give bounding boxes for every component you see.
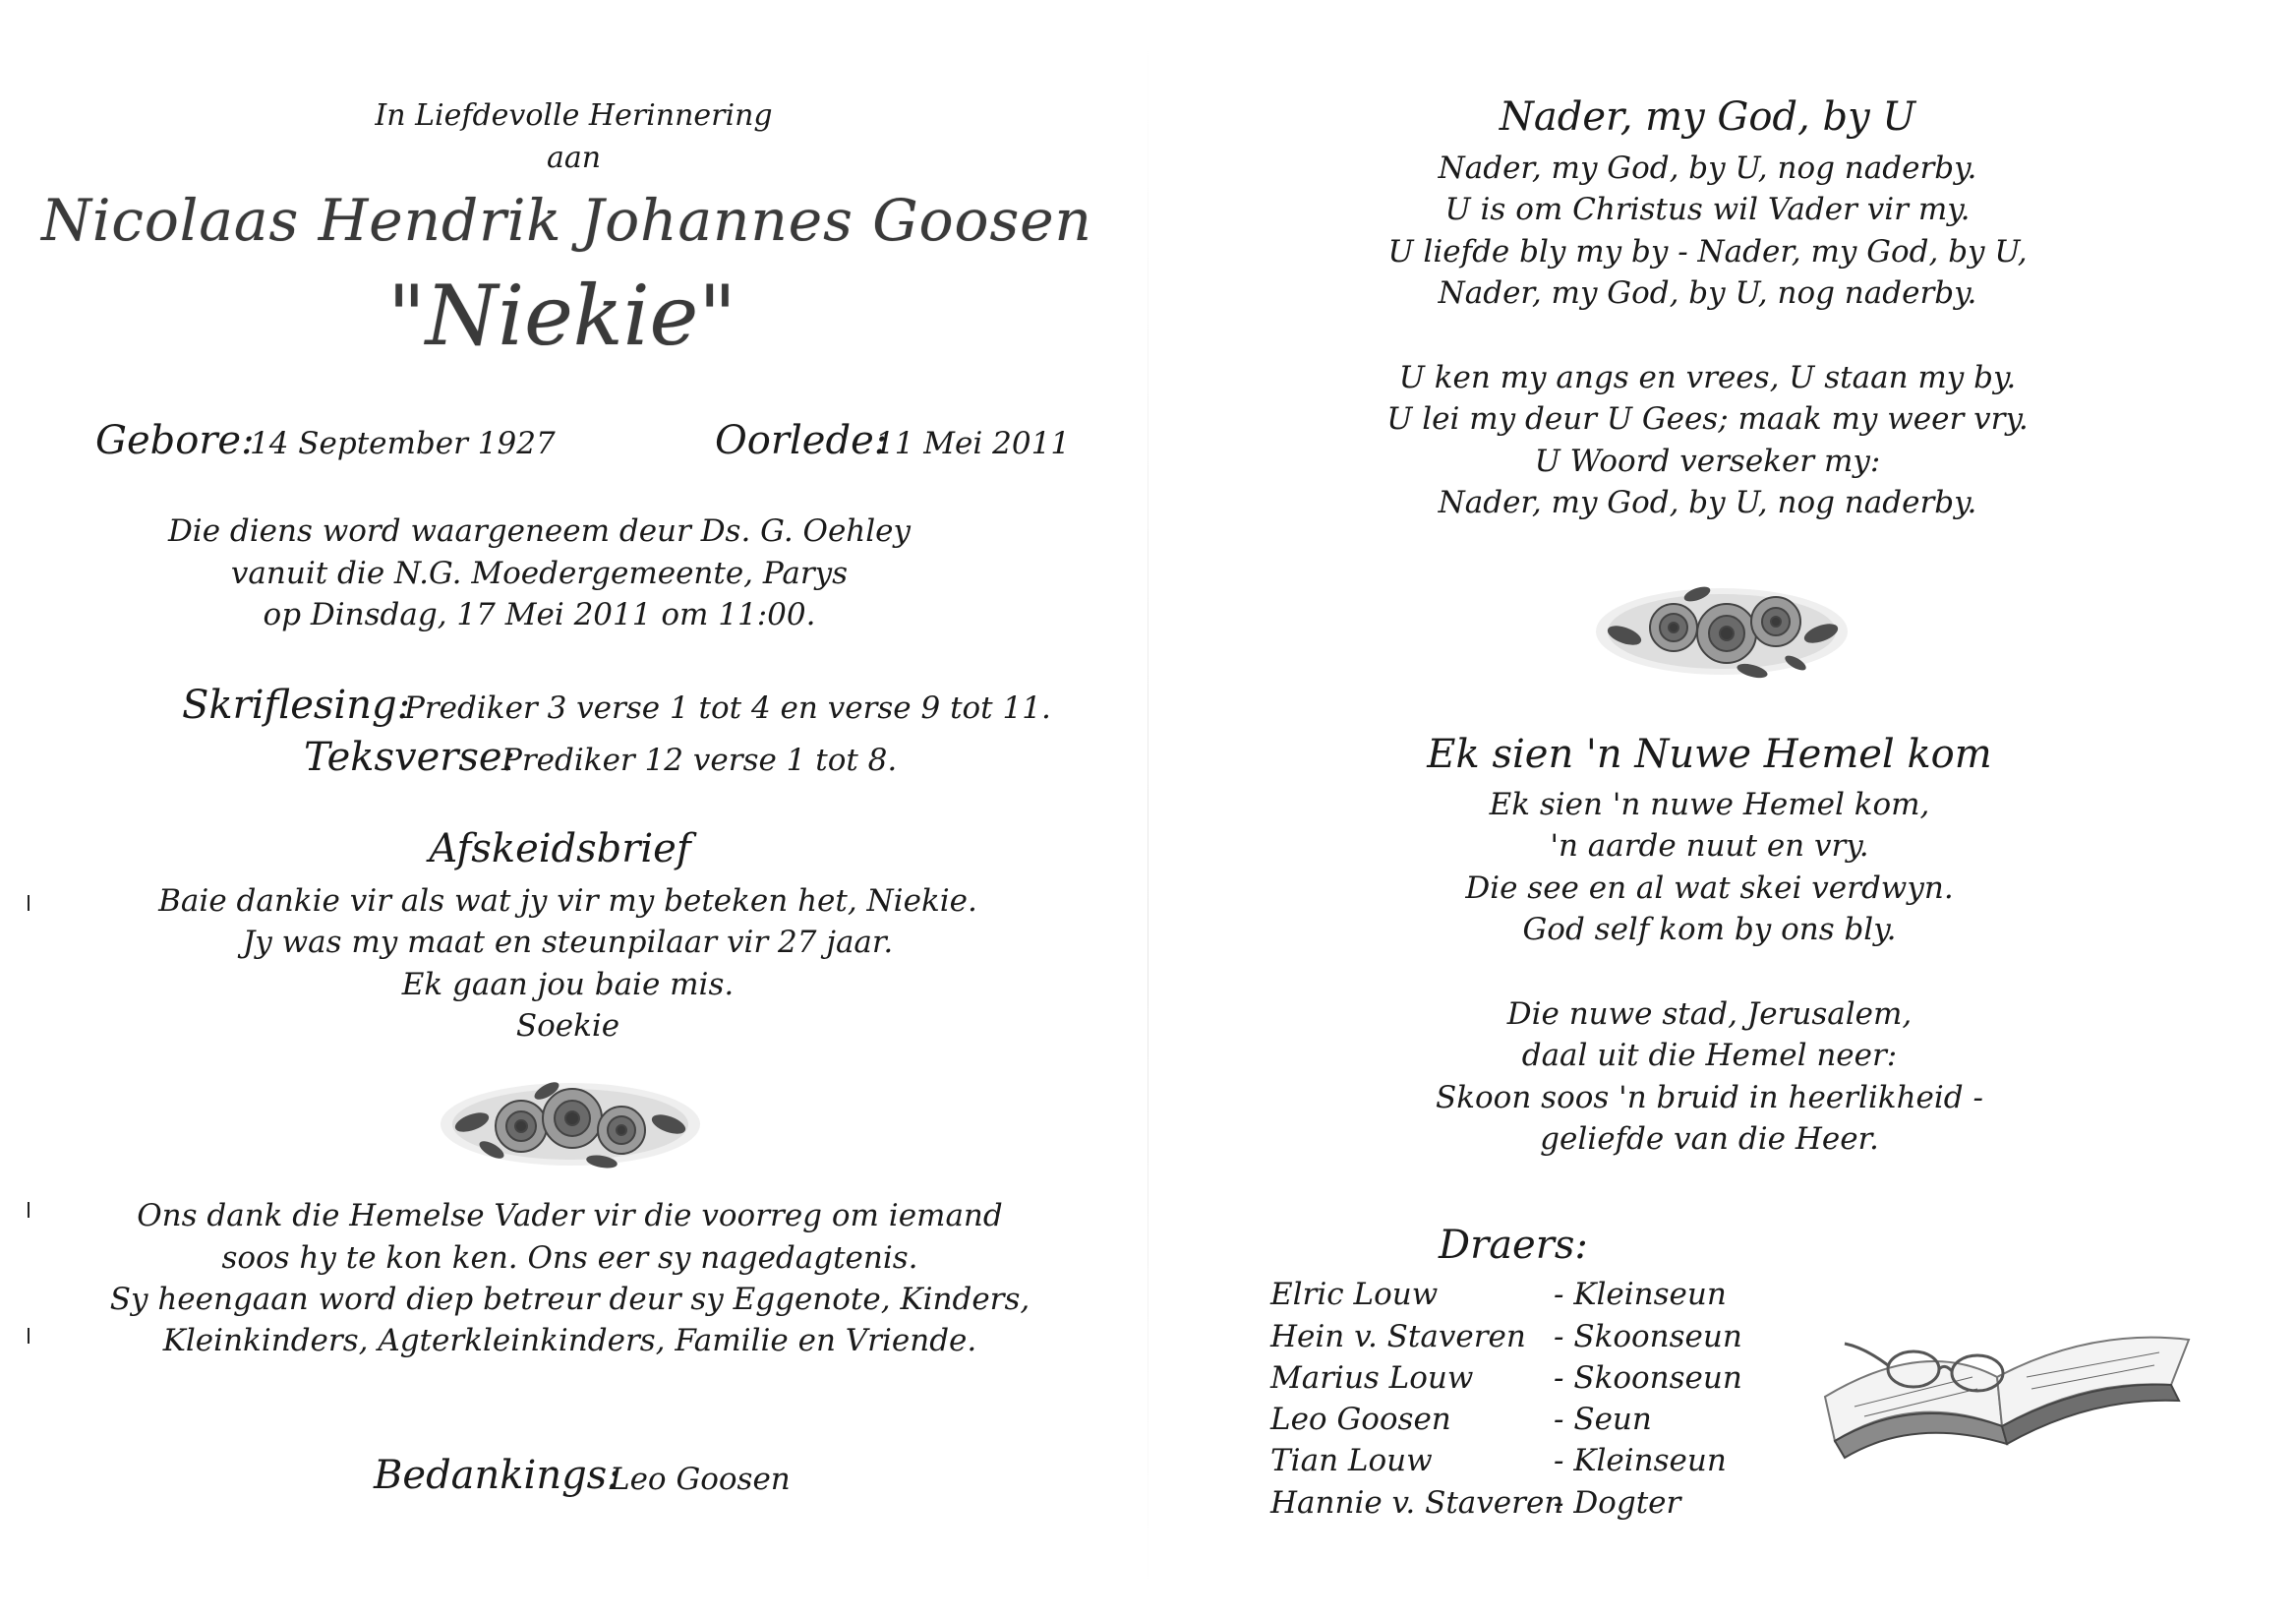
hymn2-line: God self kom by ons bly. xyxy=(1522,912,1897,947)
hymn1-line: Nader, my God, by U, nog naderby. xyxy=(1438,150,1977,186)
farewell-signature: Soekie xyxy=(515,1008,620,1044)
hymn1-line: U ken my angs en vrees, U staan my by. xyxy=(1398,360,2017,395)
bearer-relation: - Kleinseun xyxy=(1554,1277,1727,1312)
hymn1-line: U liefde bly my by - Nader, my God, by U, xyxy=(1387,234,2028,270)
hymn2-line: geliefde van die Heer. xyxy=(1540,1121,1879,1157)
hymn1-line: U is om Christus wil Vader vir my. xyxy=(1444,192,1971,227)
service-line: vanuit die N.G. Moedergemeente, Parys xyxy=(230,556,849,591)
bearer-name: Elric Louw xyxy=(1270,1277,1439,1312)
deceased-nickname: "Niekie" xyxy=(387,268,736,364)
hymn1-line: Nader, my God, by U, nog naderby. xyxy=(1438,275,1977,311)
bearer-name: Marius Louw xyxy=(1270,1360,1474,1396)
farewell-line: Baie dankie vir als wat jy vir my beteken het, Niekie. xyxy=(158,883,977,919)
hymn2-line: 'n aarde nuut en vry. xyxy=(1550,828,1869,864)
deceased-full-name: Nicolaas Hendrik Johannes Goosen xyxy=(41,187,1092,254)
bearer-name: Tian Louw xyxy=(1270,1443,1433,1478)
hymn2-line: Skoon soos 'n bruid in heerlikheid - xyxy=(1436,1080,1983,1115)
memorial-line-2: aan xyxy=(546,141,602,175)
hymn2-line: Ek sien 'n nuwe Hemel kom, xyxy=(1489,787,1930,822)
hymn1-line: U Woord verseker my: xyxy=(1534,444,1881,479)
farewell-line: Jy was my maat en steunpilaar vir 27 jaar. xyxy=(242,925,894,960)
born-date: 14 September 1927 xyxy=(250,426,556,461)
hymn2-title: Ek sien 'n Nuwe Hemel kom xyxy=(1427,732,1992,777)
bearers-title: Draers: xyxy=(1439,1223,1588,1268)
text-text: Prediker 12 verse 1 tot 8. xyxy=(501,743,898,778)
hymn2-line: Die nuwe stad, Jerusalem, xyxy=(1506,996,1913,1032)
hymn2-line: daal uit die Hemel neer: xyxy=(1521,1038,1898,1073)
bearer-relation: - Skoonseun xyxy=(1554,1360,1742,1396)
hymn1-title: Nader, my God, by U xyxy=(1499,94,1916,140)
bearer-relation: - Skoonseun xyxy=(1554,1319,1742,1354)
scripture-label: Skriflesing: xyxy=(182,683,411,728)
farewell-title: Afskeidsbrief xyxy=(429,826,691,871)
acknowledgement-label: Bedankings: xyxy=(374,1453,620,1498)
farewell-line: Ek gaan jou baie mis. xyxy=(401,967,735,1002)
hymn1-line: U lei my deur U Gees; maak my weer vry. xyxy=(1386,401,2029,437)
memorial-line-1: In Liefdevolle Herinnering xyxy=(375,98,773,133)
bearer-relation: - Dogter xyxy=(1554,1485,1681,1521)
service-line: Die diens word waargeneem deur Ds. G. Oehley xyxy=(167,513,912,549)
died-date: 11 Mei 2011 xyxy=(875,426,1071,461)
bearer-relation: - Seun xyxy=(1554,1402,1652,1437)
bearer-relation: - Kleinseun xyxy=(1554,1443,1727,1478)
thanks-line: soos hy te kon ken. Ons eer sy nagedagtenis. xyxy=(221,1240,918,1276)
service-line: op Dinsdag, 17 Mei 2011 om 11:00. xyxy=(263,597,816,632)
crop-mark xyxy=(28,1328,29,1344)
hymn2-line: Die see en al wat skei verdwyn. xyxy=(1465,870,1954,906)
acknowledgement-name: Leo Goosen xyxy=(610,1462,791,1497)
bearer-name: Hein v. Staveren xyxy=(1270,1319,1526,1354)
hymn1-line: Nader, my God, by U, nog naderby. xyxy=(1438,485,1977,520)
rose-bouquet-icon xyxy=(1589,572,1854,690)
scripture-text: Prediker 3 verse 1 tot 4 en verse 9 tot 11. xyxy=(404,690,1051,726)
born-label: Gebore: xyxy=(95,418,255,463)
rose-bouquet-icon xyxy=(433,1067,708,1179)
died-label: Oorlede: xyxy=(715,418,888,463)
right-page xyxy=(1148,0,2296,1619)
bearer-name: Hannie v. Staveren xyxy=(1270,1485,1564,1521)
open-book-glasses-icon xyxy=(1805,1279,2208,1479)
text-label: Teksverse: xyxy=(304,735,516,780)
crop-mark xyxy=(28,895,29,911)
thanks-line: Kleinkinders, Agterkleinkinders, Familie en Vriende. xyxy=(162,1323,977,1358)
thanks-line: Ons dank die Hemelse Vader vir die voorreg om iemand xyxy=(137,1198,1003,1233)
bearer-name: Leo Goosen xyxy=(1270,1402,1451,1437)
crop-mark xyxy=(28,1202,29,1218)
thanks-line: Sy heengaan word diep betreur deur sy Eggenote, Kinders, xyxy=(109,1282,1030,1317)
